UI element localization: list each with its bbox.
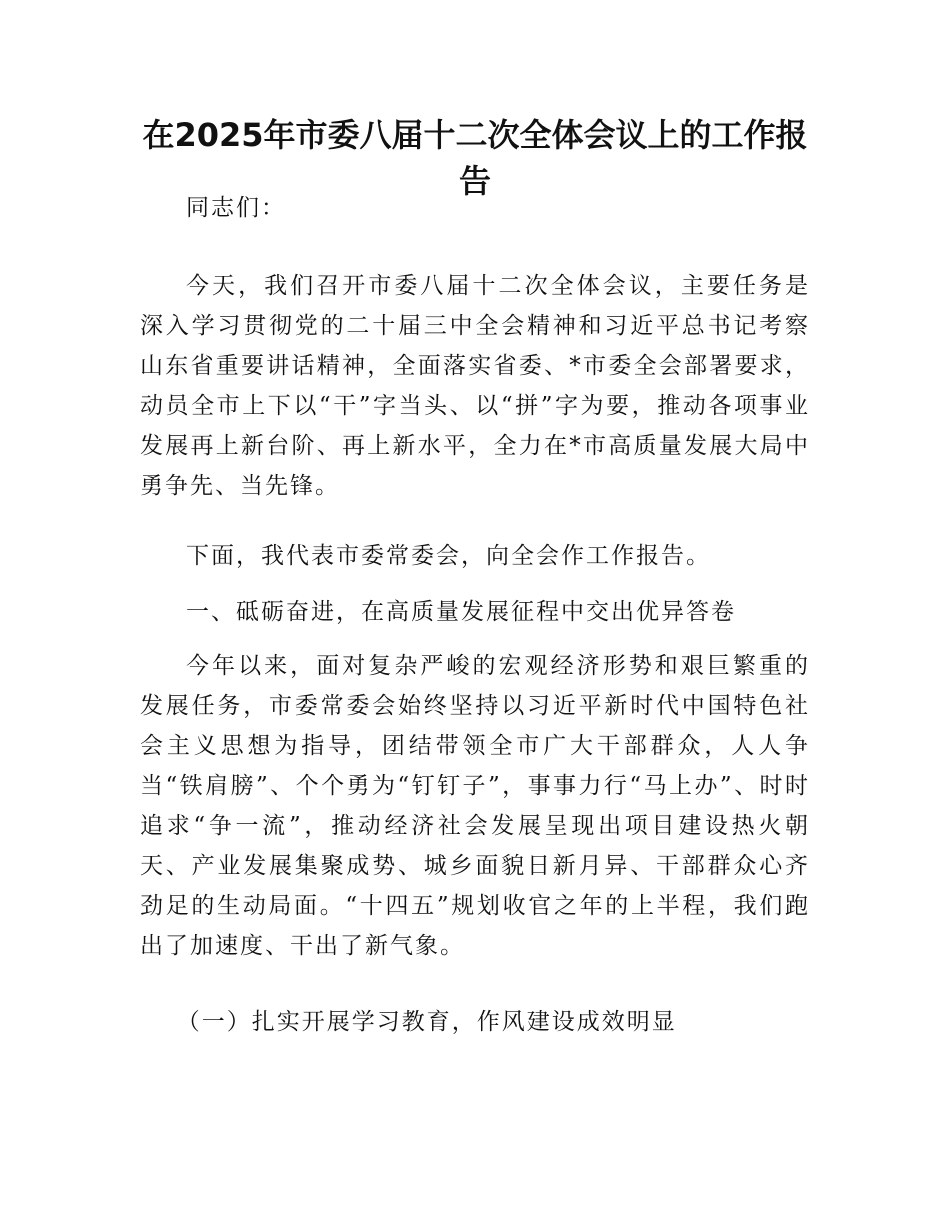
salutation: 同志们： [186,195,286,221]
document-title: 在2025年市委八届十二次全体会议上的工作报告 [142,116,808,200]
opening-paragraph: 今天，我们召开市委八届十二次全体会议，主要任务是深入学习贯彻党的二十届三中全会精神和习近平总书记考察山东省重要讲话精神，全面落实省委、*市委全会部署要求，动员全市上下以“干”字当头、以“拼”字为要，推动各项事业发展再上新台阶、再上新水平，全力在*市高质量发展大局中勇争先、当先锋。 [140,273,810,499]
section-paragraph: 今年以来，面对复杂严峻的宏观经济形势和艰巨繁重的发展任务，市委常委会始终坚持以习近平新时代中国特色社会主义思想为指导，团结带领全市广大干部群众，人人争当“铁肩膀”、个个勇为“钉钉子”，事事力行“马上办”、时时追求“争一流”，推动经济社会发展呈现出项目建设热火朝天、产业发展集聚成势、城乡面貌日新月异、干部群众心齐劲足的生动局面。“十四五”规划收官之年的上半程，我们跑出了加速度、干出了新气象。 [140,653,810,959]
report-intro-paragraph: 下面，我代表市委常委会，向全会作工作报告。 [186,543,711,569]
section-heading: 一、砥砺奋进，在高质量发展征程中交出优异答卷 [186,599,736,625]
subsection-heading: （一）扎实开展学习教育，作风建设成效明显 [176,1009,677,1035]
